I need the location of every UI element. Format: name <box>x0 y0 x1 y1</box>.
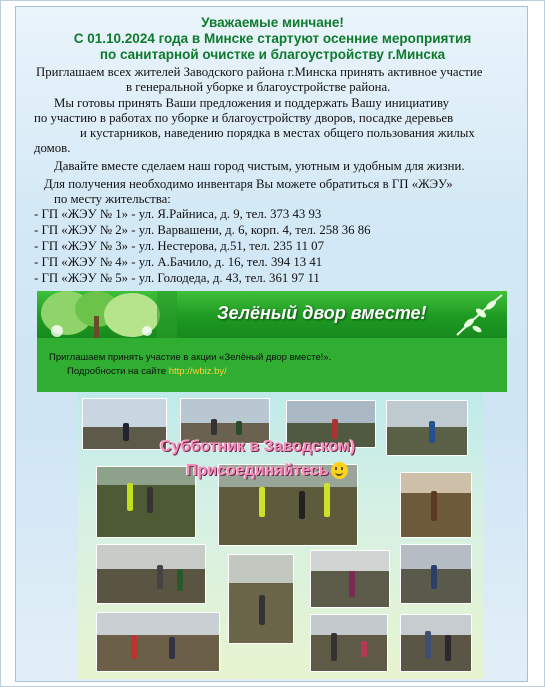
paragraph-inventory-line1: Для получения необходимо инвентаря Вы можете обратиться в ГП «ЖЭУ» <box>44 177 453 191</box>
campaign-website-link[interactable]: http://wbiz.by/ <box>168 366 227 377</box>
office-list-item: - ГП «ЖЭУ № 2» - ул. Варвашени, д. 6, корп. 4, тел. 258 36 86 <box>34 223 371 237</box>
greeting-heading: Уважаемые минчане! <box>201 15 344 30</box>
paragraph-inventory-line2: по месту жительства: <box>54 192 171 206</box>
collage-caption-line2 <box>186 462 348 480</box>
details-prefix: Подробности на сайте <box>67 366 169 377</box>
subbotnik-photo-collage <box>78 392 483 679</box>
collage-photo <box>310 614 388 672</box>
campaign-info-box <box>37 338 507 392</box>
paragraph-invite-line1: Приглашаем всех жителей Заводского района г.Минска принять активное участие <box>36 65 483 79</box>
collage-photo <box>400 544 472 604</box>
collage-photo <box>96 612 220 672</box>
office-list-item: - ГП «ЖЭУ № 5» - ул. Голодеда, д. 43, тел. 361 97 11 <box>34 271 320 285</box>
tree-illustration-icon <box>37 291 177 338</box>
banner-title: Зелёный двор вместе! <box>217 303 427 323</box>
collage-photo <box>400 614 472 672</box>
paragraph-ready-line1: Мы готовы принять Ваши предложения и поддержать Вашу инициативу <box>54 96 449 110</box>
paragraph-ready-line4: домов. <box>34 141 71 155</box>
collage-photo <box>386 400 468 456</box>
green-yard-banner <box>37 291 507 338</box>
leaf-decoration-icon <box>447 291 507 338</box>
paragraph-invite-line2: в генеральной уборке и благоустройстве района. <box>126 80 391 94</box>
paragraph-together: Давайте вместе сделаем наш город чистым, уютным и удобным для жизни. <box>54 159 465 173</box>
collage-photo <box>82 398 167 450</box>
collage-caption-text: Присоединяйтесь <box>186 462 329 479</box>
announcement-document <box>15 6 528 682</box>
paragraph-ready-line3: и кустарников, наведению порядка в местах общего пользования жилых <box>80 126 475 140</box>
campaign-invite-text: Приглашаем принять участие в акции «Зелёный двор вместе!». <box>49 352 332 363</box>
collage-photo <box>310 550 390 608</box>
collage-photo <box>96 544 206 604</box>
collage-photo <box>400 472 472 538</box>
office-list-item: - ГП «ЖЭУ № 3» - ул. Нестерова, д.51, тел. 235 11 07 <box>34 239 324 253</box>
event-subheading: по санитарной очистке и благоустройству г.Минска <box>99 47 446 62</box>
office-list-item: - ГП «ЖЭУ № 1» - ул. Я.Райниса, д. 9, тел. 373 43 93 <box>34 207 322 221</box>
smile-emoji-icon <box>331 462 348 479</box>
office-list-item: - ГП «ЖЭУ № 4» - ул. А.Бачило, д. 16, тел. 394 13 41 <box>34 255 323 269</box>
event-heading: С 01.10.2024 года в Минске стартуют осенние мероприятия <box>73 31 472 46</box>
collage-caption-line1: Субботник в Заводском) <box>160 438 356 455</box>
collage-photo <box>96 466 196 538</box>
paragraph-ready-line2: по участию в работах по уборке и благоустройству дворов, посадке деревьев <box>34 111 454 125</box>
campaign-details-text <box>67 366 227 377</box>
collage-photo <box>228 554 294 644</box>
